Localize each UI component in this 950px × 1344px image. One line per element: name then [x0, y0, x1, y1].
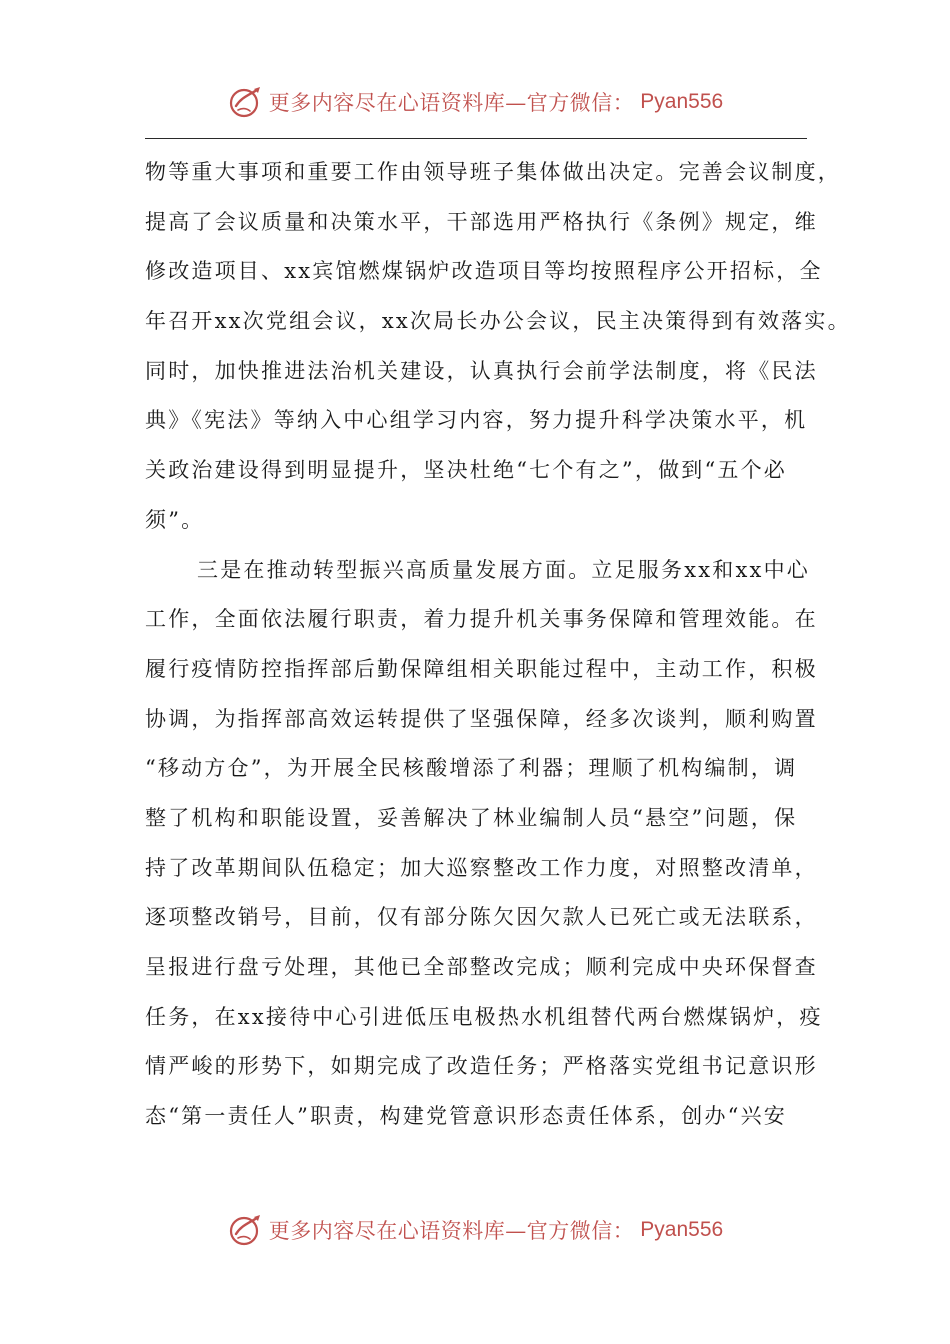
body-line: 工作，全面依法履行职责，着力提升机关事务保障和管理效能。在	[145, 607, 818, 632]
body-line: 典》《宪法》等纳入中心组学习内容，努力提升科学决策水平，机	[145, 408, 808, 433]
body-line: 履行疫情防控指挥部后勤保障组相关职能过程中，主动工作，积极	[145, 656, 818, 681]
body-line: 整了机构和职能设置，妥善解决了林业编制人员“悬空”问题，保	[145, 805, 798, 830]
header-banner-content	[227, 84, 723, 120]
body-line: 提高了会议质量和决策水平，干部选用严格执行《条例》规定，维	[145, 209, 818, 234]
body-line: 须”。	[145, 507, 205, 532]
footer-banner-text: 更多内容尽在心语资料库—官方微信：	[268, 1219, 635, 1243]
footer-banner-content	[227, 1212, 723, 1248]
pen-logo-icon	[227, 84, 263, 120]
body-line: 年召开xx次党组会议，xx次局长办公会议，民主决策得到有效落实。	[145, 309, 851, 334]
header-wechat-id: Pyan556	[640, 90, 724, 113]
body-line: 逐项整改销号，目前，仅有部分陈欠因欠款人已死亡或无法联系，	[145, 905, 818, 930]
body-line: 协调，为指挥部高效运转提供了坚强保障，经多次谈判，顺利购置	[145, 706, 818, 731]
footer-wechat-id: Pyan556	[640, 1218, 724, 1241]
body-line: 关政治建设得到明显提升，坚决杜绝“七个有之”，做到“五个必	[145, 458, 788, 483]
header-banner	[0, 82, 950, 122]
paragraph-start-line: 三是在推动转型振兴高质量发展方面。立足服务xx和xx中心	[197, 557, 810, 582]
body-line: “移动方仓”，为开展全民核酸增添了利器；理顺了机构编制，调	[145, 756, 798, 781]
body-line: 任务，在xx接待中心引进低压电极热水机组替代两台燃煤锅炉，疫	[145, 1004, 823, 1029]
body-line: 呈报进行盘亏处理，其他已全部整改完成；顺利完成中央环保督查	[145, 955, 818, 979]
header-banner-text: 更多内容尽在心语资料库—官方微信：	[268, 91, 635, 115]
body-line: 情严峻的形势下，如期完成了改造任务；严格落实党组书记意识形	[145, 1054, 818, 1079]
body-line: 持了改革期间队伍稳定；加大巡察整改工作力度，对照整改清单，	[145, 855, 818, 880]
header-divider	[145, 138, 807, 139]
document-body	[145, 148, 851, 1142]
footer-banner	[0, 1210, 950, 1250]
body-line: 同时，加快推进法治机关建设，认真执行会前学法制度，将《民法	[145, 358, 818, 383]
body-line: 修改造项目、xx宾馆燃煤锅炉改造项目等均按照程序公开招标，全	[145, 259, 823, 284]
pen-logo-icon	[227, 1212, 263, 1248]
body-line: 物等重大事项和重要工作由领导班子集体做出决定。完善会议制度，	[145, 160, 841, 184]
body-line: 态“第一责任人”职责，构建党管意识形态责任体系，创办“兴安	[145, 1104, 788, 1129]
